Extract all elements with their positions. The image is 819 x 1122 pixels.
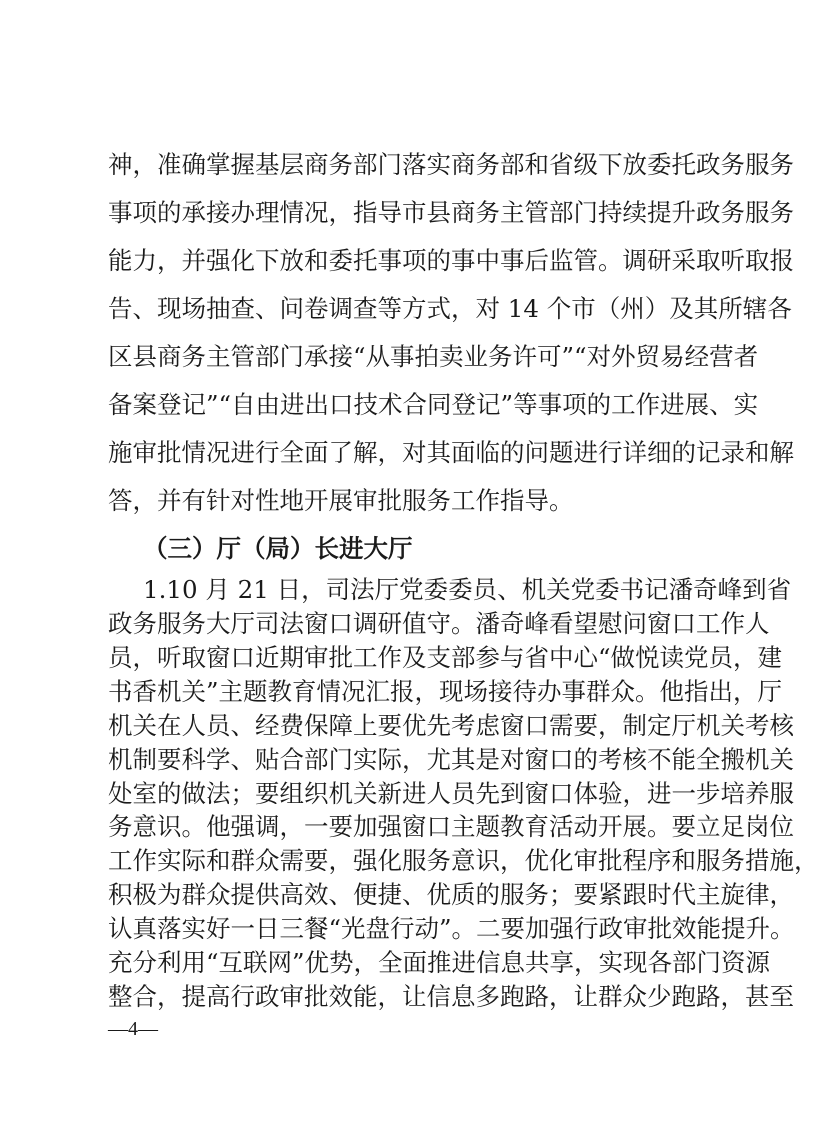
text-line: 机制要科学、贴合部门实际，尤其是对窗口的考核不能全搬机关 <box>108 745 794 774</box>
section-heading: （三）厅（局）长进大厅 <box>143 534 413 563</box>
text-line: 政务服务大厅司法窗口调研值守。潘奇峰看望慰问窗口工作人 <box>108 609 770 638</box>
text-line: 区县商务主管部门承接“从事拍卖业务许可”“对外贸易经营者 <box>108 342 759 371</box>
text-line: 能力，并强化下放和委托事项的事中事后监管。调研采取听取报 <box>108 246 794 275</box>
text-line: 事项的承接办理情况，指导市县商务主管部门持续提升政务服务 <box>108 198 794 227</box>
text-line: 员，听取窗口近期审批工作及支部参与省中心“做悦读党员，建 <box>108 643 783 672</box>
text-line: 处室的做法；要组织机关新进人员先到窗口体验，进一步培养服 <box>108 779 794 808</box>
text-line: 1.10 月 21 日，司法厅党委委员、机关党委书记潘奇峰到省 <box>143 575 792 604</box>
text-line: 整合，提高行政审批效能，让信息多跑路，让群众少跑路，甚至 <box>108 982 794 1011</box>
text-line: 神，准确掌握基层商务部门落实商务部和省级下放委托政务服务 <box>108 150 794 179</box>
text-line: 务意识。他强调，一要加强窗口主题教育活动开展。要立足岗位 <box>108 812 794 841</box>
text-line: 认真落实好一日三餐“光盘行动”。二要加强行政审批效能提升。 <box>108 914 795 943</box>
text-line: 书香机关”主题教育情况汇报，现场接待办事群众。他指出，厅 <box>108 677 783 706</box>
text-line: 工作实际和群众需要，强化服务意识，优化审批程序和服务措施， <box>108 846 819 875</box>
text-line: 积极为群众提供高效、便捷、优质的服务；要紧跟时代主旋律， <box>108 880 794 909</box>
text-line: 施审批情况进行全面了解，对其面临的问题进行详细的记录和解 <box>108 438 794 467</box>
text-line: 备案登记”“自由进出口技术合同登记”等事项的工作进展、实 <box>108 390 759 419</box>
text-line: 告、现场抽查、问卷调查等方式，对 14 个市（州）及其所辖各 <box>108 294 792 323</box>
text-line: 机关在人员、经费保障上要优先考虑窗口需要，制定厅机关考核 <box>108 711 794 740</box>
text-line: 充分利用“互联网”优势，全面推进信息共享，实现各部门资源 <box>108 948 771 977</box>
page-number: —4— <box>108 1018 158 1040</box>
text-line: 答，并有针对性地开展审批服务工作指导。 <box>108 486 574 515</box>
